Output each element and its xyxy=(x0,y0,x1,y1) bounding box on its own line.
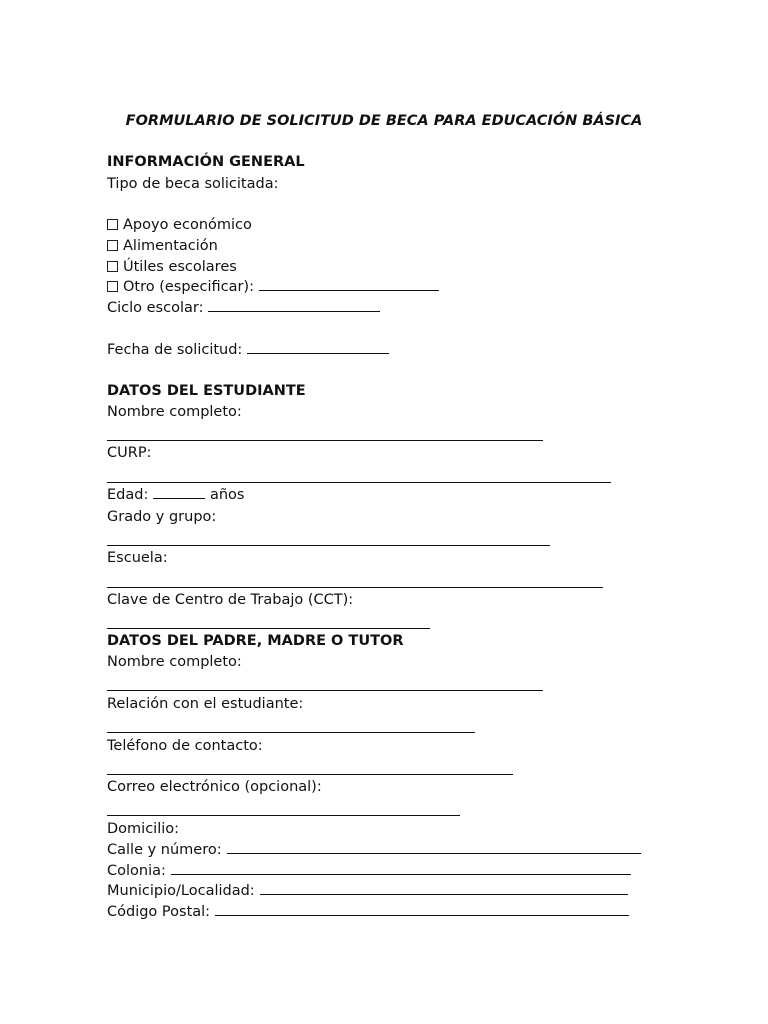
option-utiles-escolares[interactable] xyxy=(107,257,237,277)
option-otro[interactable] xyxy=(107,277,439,297)
option-apoyo-economico[interactable] xyxy=(107,215,252,235)
guardian-name-label: Nombre completo: xyxy=(107,654,242,670)
postal-code-label: Código Postal: xyxy=(107,904,211,920)
scholarship-type-label: Tipo de beca solicitada: xyxy=(107,176,279,192)
cct-field[interactable] xyxy=(107,628,430,629)
school-cycle-label: Ciclo escolar: xyxy=(107,300,204,316)
otro-specify-field[interactable] xyxy=(259,289,439,291)
curp-field[interactable] xyxy=(107,482,611,483)
section-heading-guardian: DATOS DEL PADRE, MADRE O TUTOR xyxy=(107,633,404,649)
section-heading-general: INFORMACIÓN GENERAL xyxy=(107,154,305,170)
option-label: Alimentación xyxy=(123,238,218,254)
postal-code-row xyxy=(107,902,629,922)
municipality-row xyxy=(107,881,628,901)
option-label: Útiles escolares xyxy=(123,259,237,275)
postal-code-field[interactable] xyxy=(215,914,629,916)
checkbox-utiles-escolares[interactable] xyxy=(107,261,118,272)
student-name-field[interactable] xyxy=(107,440,543,441)
curp-label: CURP: xyxy=(107,445,152,461)
checkbox-alimentacion[interactable] xyxy=(107,240,118,251)
checkbox-otro[interactable] xyxy=(107,281,118,292)
request-date-row xyxy=(107,340,389,360)
age-field[interactable] xyxy=(153,497,205,499)
neighborhood-row xyxy=(107,861,631,881)
email-label: Correo electrónico (opcional): xyxy=(107,779,322,795)
phone-label: Teléfono de contacto: xyxy=(107,738,263,754)
option-label: Otro (especificar): xyxy=(123,279,254,295)
form-title: FORMULARIO DE SOLICITUD DE BECA PARA EDUCACIÓN BÁSICA xyxy=(125,113,643,129)
municipality-field[interactable] xyxy=(260,893,628,895)
guardian-name-field[interactable] xyxy=(107,690,543,691)
request-date-field[interactable] xyxy=(247,352,389,354)
address-label: Domicilio: xyxy=(107,821,180,837)
street-row xyxy=(107,840,641,860)
relationship-field[interactable] xyxy=(107,732,475,733)
grade-group-label: Grado y grupo: xyxy=(107,509,217,525)
phone-field[interactable] xyxy=(107,774,513,775)
age-unit: años xyxy=(209,487,245,503)
neighborhood-label: Colonia: xyxy=(107,863,166,879)
school-field[interactable] xyxy=(107,587,603,588)
section-heading-student: DATOS DEL ESTUDIANTE xyxy=(107,383,306,399)
cct-label: Clave de Centro de Trabajo (CCT): xyxy=(107,592,354,608)
grade-group-field[interactable] xyxy=(107,545,550,546)
relationship-label: Relación con el estudiante: xyxy=(107,696,304,712)
school-label: Escuela: xyxy=(107,550,168,566)
neighborhood-field[interactable] xyxy=(171,873,631,875)
email-field[interactable] xyxy=(107,815,460,816)
municipality-label: Municipio/Localidad: xyxy=(107,883,255,899)
age-label: Edad: xyxy=(107,487,149,503)
checkbox-apoyo-economico[interactable] xyxy=(107,219,118,230)
option-label: Apoyo económico xyxy=(123,217,252,233)
student-name-label: Nombre completo: xyxy=(107,404,242,420)
age-row xyxy=(107,485,244,505)
school-cycle-field[interactable] xyxy=(208,310,380,312)
school-cycle-row xyxy=(107,298,380,318)
request-date-label: Fecha de solicitud: xyxy=(107,342,243,358)
option-alimentacion[interactable] xyxy=(107,236,218,256)
street-label: Calle y número: xyxy=(107,842,222,858)
street-field[interactable] xyxy=(227,852,641,854)
